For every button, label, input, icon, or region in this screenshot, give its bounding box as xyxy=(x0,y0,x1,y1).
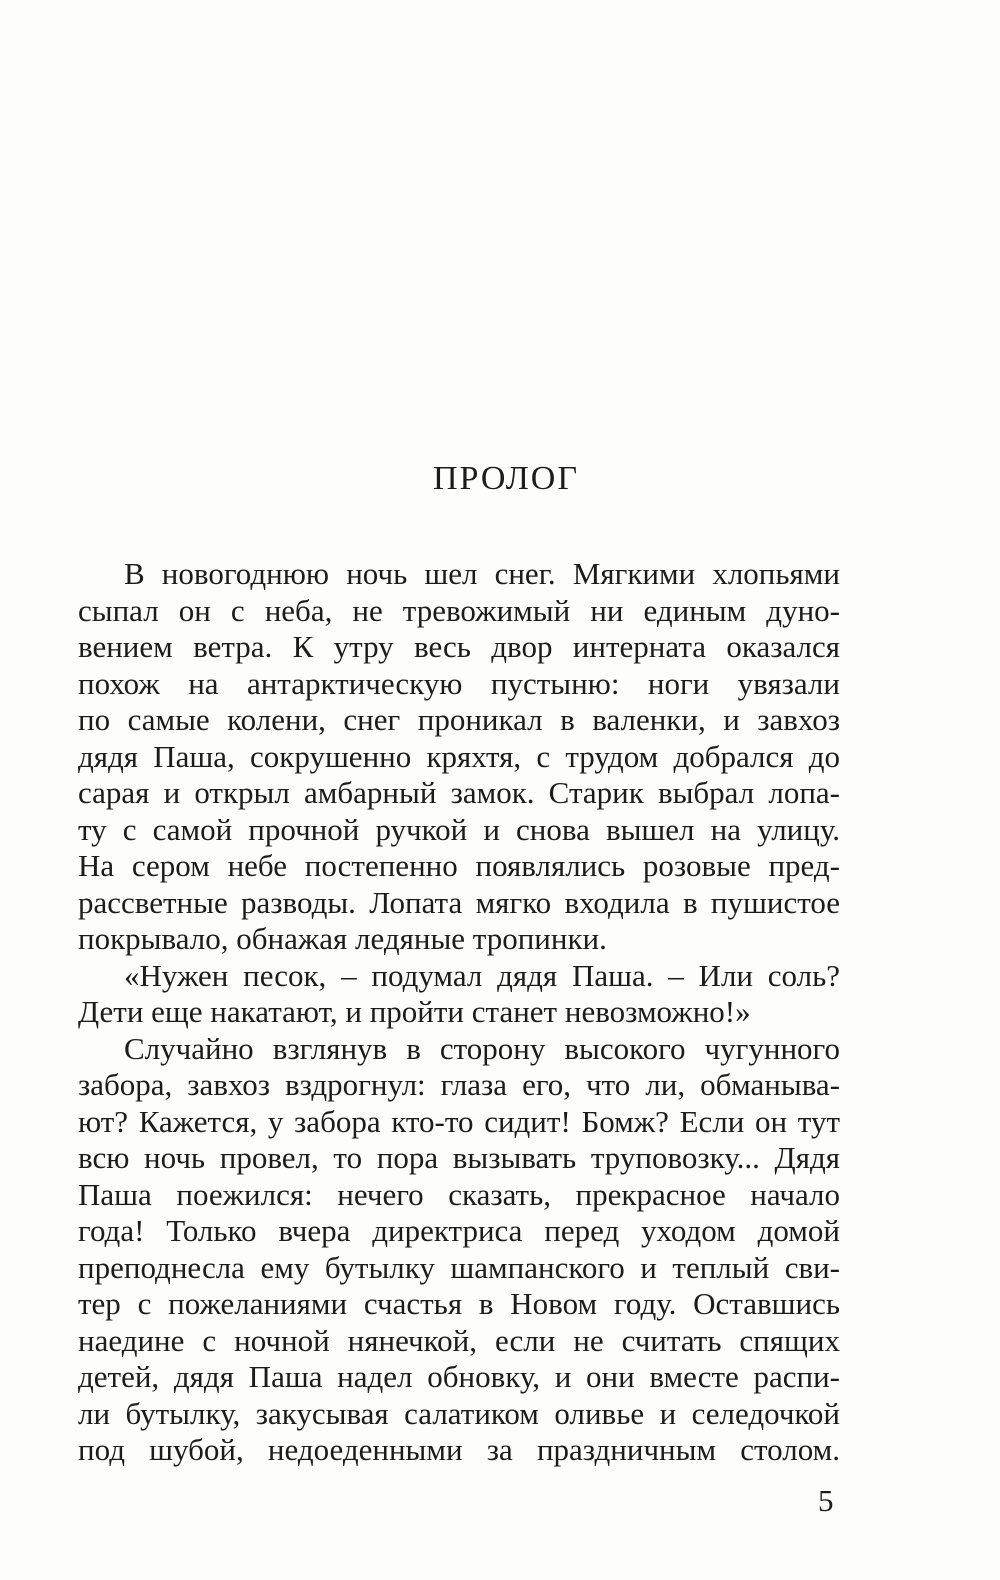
text-line: Паша поежился: нечего сказать, прекрасное начало xyxy=(78,1176,840,1212)
text-line: На сером небе постепенно появлялись розовые пред- xyxy=(78,848,840,883)
page-number: 5 xyxy=(818,1483,834,1518)
text-line: Дети еще накатают, и пройти станет невозможно!» xyxy=(78,994,751,1029)
text-line: покрывало, обнажая ледяные тропинки. xyxy=(78,921,607,956)
text-line: всю ночь провел, то пора вызывать труповозку... Дядя xyxy=(78,1140,840,1175)
text-line: вением ветра. К утру весь двор интерната оказался xyxy=(78,629,840,664)
body-text xyxy=(78,556,840,1469)
text-line: года! Только вчера директриса перед уходом домой xyxy=(78,1213,840,1248)
text-line: забора, завхоз вздрогнул: глаза его, что ли, обманыва- xyxy=(78,1067,840,1102)
text-line: по самые колени, снег проникал в валенки, и завхоз xyxy=(78,702,840,737)
text-line: рассветные разводы. Лопата мягко входила в пушистое xyxy=(78,884,840,920)
text-line: В новогоднюю ночь шел снег. Мягкими хлопьями xyxy=(124,556,840,591)
text-line: Случайно взглянув в сторону высокого чугунного xyxy=(124,1030,840,1066)
text-line: преподнесла ему бутылку шампанского и теплый сви- xyxy=(78,1249,840,1285)
text-line: ту с самой прочной ручкой и снова вышел на улицу. xyxy=(78,811,840,847)
text-line: сыпал он с неба, не тревожимый ни единым дуно- xyxy=(78,592,840,628)
text-line: ют? Кажется, у забора кто-то сидит! Бомж? Если он тут xyxy=(78,1103,840,1139)
text-line: под шубой, недоеденными за праздничным столом. xyxy=(78,1432,840,1467)
text-line: ли бутылку, закусывая салатиком оливье и селедочкой xyxy=(78,1395,840,1431)
text-line: детей, дядя Паша надел обновку, и они вместе распи- xyxy=(78,1359,840,1394)
text-line: сарая и открыл амбарный замок. Старик выбрал лопа- xyxy=(78,775,840,810)
text-line: «Нужен песок, – подумал дядя Паша. – Или соль? xyxy=(124,957,840,993)
text-line: наедине с ночной нянечкой, если не считать спящих xyxy=(78,1322,840,1358)
text-line: похож на антарктическую пустыню: ноги увязали xyxy=(78,665,840,701)
text-line: тер с пожеланиями счастья в Новом году. Оставшись xyxy=(78,1286,840,1321)
text-line: дядя Паша, сокрушенно кряхтя, с трудом добрался до xyxy=(78,738,840,774)
chapter-title: ПРОЛОГ xyxy=(432,460,579,497)
